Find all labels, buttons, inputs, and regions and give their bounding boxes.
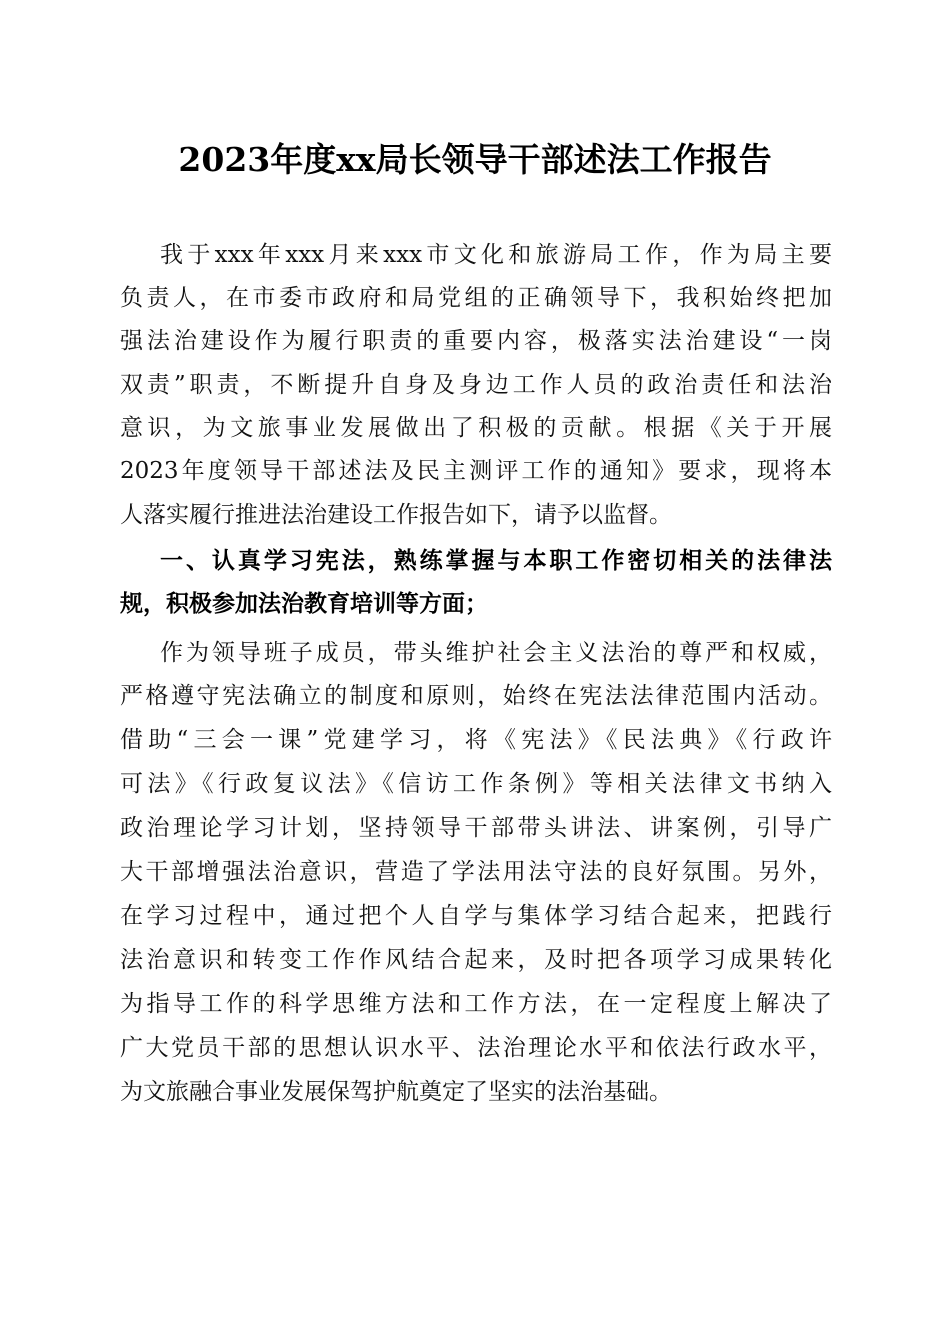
- section-heading-line: 一、认真学习宪法，熟练掌握与本职工作密切相关的法律法: [160, 548, 832, 574]
- section-heading-line: 规，积极参加法治教育培训等方面；: [120, 591, 488, 617]
- paragraph-line: 我于xxx年xxx月来xxx市文化和旅游局工作，作为局主要: [160, 242, 832, 268]
- paragraph-line: 作为领导班子成员，带头维护社会主义法治的尊严和权威，: [160, 640, 832, 666]
- paragraph-line: 严格遵守宪法确立的制度和原则，始终在宪法法律范围内活动。: [120, 683, 832, 709]
- paragraph-line: 负责人，在市委市政府和局党组的正确领导下，我积始终把加: [120, 285, 832, 311]
- paragraph-line: 强法治建设作为履行职责的重要内容，极落实法治建设“一岗: [120, 328, 832, 354]
- paragraph-line: 人落实履行推进法治建设工作报告如下，请予以监督。: [120, 502, 672, 528]
- document-title: 2023年度xx局长领导干部述法工作报告: [178, 140, 772, 179]
- paragraph-line: 广大党员干部的思想认识水平、法治理论水平和依法行政水平，: [120, 1035, 832, 1061]
- paragraph-line: 大干部增强法治意识，营造了学法用法守法的良好氛围。另外，: [120, 859, 832, 885]
- paragraph-line: 政治理论学习计划，坚持领导干部带头讲法、讲案例，引导广: [120, 815, 832, 841]
- paragraph-line: 意识，为文旅事业发展做出了积极的贡献。根据《关于开展: [120, 415, 832, 441]
- paragraph-line: 可法》《行政复议法》《信访工作条例》等相关法律文书纳入: [120, 771, 832, 797]
- paragraph-line: 借助“三会一课”党建学习，将《宪法》《民法典》《行政许: [120, 727, 832, 753]
- paragraph-line: 法治意识和转变工作作风结合起来，及时把各项学习成果转化: [120, 947, 832, 973]
- paragraph-line: 双责”职责，不断提升自身及身边工作人员的政治责任和法治: [120, 372, 832, 398]
- paragraph-line: 为指导工作的科学思维方法和工作方法，在一定程度上解决了: [120, 991, 832, 1017]
- paragraph-line: 2023年度领导干部述法及民主测评工作的通知》要求，现将本: [120, 458, 832, 484]
- paragraph-line: 为文旅融合事业发展保驾护航奠定了坚实的法治基础。: [120, 1079, 672, 1105]
- paragraph-line: 在学习过程中，通过把个人自学与集体学习结合起来，把践行: [120, 903, 832, 929]
